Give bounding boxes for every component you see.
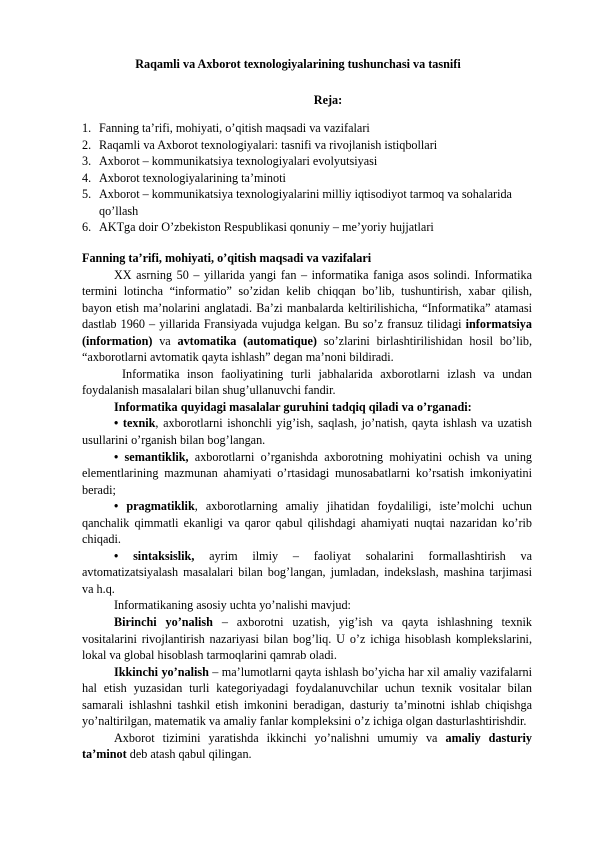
bold-term: Birinchi yo’nalish xyxy=(114,615,213,630)
bold-term: amaliy dasturiy ta’minot xyxy=(82,730,533,762)
table-of-contents xyxy=(82,120,522,236)
paragraph-text: va xyxy=(152,333,178,348)
bullet-icon: • xyxy=(114,416,119,431)
bullet-icon: • xyxy=(114,449,119,464)
paragraph-1 xyxy=(82,267,532,366)
toc-number: 5. xyxy=(82,187,92,201)
toc-text: Fanning ta’rifi, mohiyati, o’qitish maqsadi va vazifalari xyxy=(99,121,370,135)
paragraph-5 xyxy=(82,614,532,664)
bullet-item xyxy=(82,449,532,499)
bold-term: Ikkinchi yo’nalish xyxy=(114,664,209,679)
paragraph-3: Informatika quyidagi masalalar guruhini tadqiq qiladi va o’rganadi: xyxy=(114,399,472,414)
bullet-text: ayrim ilmiy – faoliyat sohalarini formallashtirish va avtomatizatsiyalash masalalari bilan bog’langan, jumladan, indekslash, mashina tarjimasi va h.q. xyxy=(82,548,532,596)
toc-number: 3. xyxy=(82,154,92,168)
bullet-term: pragmatiklik xyxy=(126,499,195,514)
paragraph-6 xyxy=(82,664,532,730)
toc-item xyxy=(82,153,522,170)
bullet-item xyxy=(82,498,532,548)
bullet-term: semantiklik, xyxy=(124,449,189,464)
plan-label xyxy=(0,93,596,108)
toc-text: AKTga doir O’zbekiston Respublikasi qonuniy – me’yoriy hujjatlari xyxy=(99,220,434,234)
paragraph-2: Informatika inson faoliyatining turli jabhalarida axborotlarni izlash va undan foydalanish masalalari bilan shug’ullanuvchi fandir. xyxy=(82,366,532,398)
bullet-text: , axborotlarning amaliy jihatidan foydaliligi, iste’molchi uchun qanchalik qimmatli ekanligi va qaror qabul qilishdagi ahamiyati nuqtai nazaridan ko’rib chiqadi. xyxy=(82,499,533,547)
paragraph-text: – axborotni uzatish, yig’ish va qayta ishlashning texnik vositalarini rivojlantirish nazariyasi bilan bog’liq. U o’z ichiga hisoblash komplekslarini, lokal va global hisoblash tarmoqlarini qamrab oladi. xyxy=(82,615,533,663)
toc-text: Axborot – kommunikatsiya texnologiyalari evolyutsiyasi xyxy=(99,154,378,168)
document-body xyxy=(82,250,532,763)
bold-term: avtomatika (automatique) xyxy=(177,333,317,348)
toc-item xyxy=(82,219,522,236)
bullet-term: sintaksislik, xyxy=(133,548,195,563)
paragraph-text: XX asrning 50 – yillarida yangi fan – informatika faniga asos solindi. Informatika termini lotincha “informatio” so’zidan kelib chiqqan bo’lib, tushuntirish, xabar qilish, bayon etish ma’nolarini anglatadi. Ba’zi manbalarda keltirilishicha, “Informatika” atamasi dastlab 1960 – yillarida Fransiyada vujudga kelgan. Bu so’z fransuz tilidagi xyxy=(82,267,532,332)
bullet-icon: • xyxy=(114,499,119,514)
toc-item xyxy=(82,186,522,219)
paragraph-text: Axborot tizimini yaratishda ikkinchi yo’nalishni umumiy va xyxy=(114,730,446,745)
page-title: Raqamli va Axborot texnologiyalarining tushunchasi va tasnifi xyxy=(135,57,461,71)
bullet-term: texnik xyxy=(122,416,156,431)
paragraph-text: so’zlarini birlashtirilishidan hosil bo’lib, “axborotlarni avtomatik qayta ishlash” degan ma’noni bildiradi. xyxy=(82,333,532,365)
toc-text: Raqamli va Axborot texnologiyalari: tasnifi va rivojlanish istiqbollari xyxy=(99,137,438,152)
toc-number: 1. xyxy=(82,121,92,135)
paragraph-text: deb atash qabul qilingan. xyxy=(126,747,252,762)
toc-item xyxy=(82,170,522,187)
bullet-item xyxy=(82,548,532,598)
paragraph-4: Informatikaning asosiy uchta yo’nalishi mavjud: xyxy=(114,598,351,613)
section-heading: Fanning ta’rifi, mohiyati, o’qitish maqsadi va vazifalari xyxy=(82,251,372,265)
toc-item xyxy=(82,120,522,137)
bullet-icon: • xyxy=(114,548,119,563)
toc-number: 6. xyxy=(82,220,92,234)
bullet-text: axborotlarni o’rganishda axborotning mohiyatini ochish va uning elementlarining mazmunan ahamiyati o’rtasidagi munosabatlarni ko’rsatish imkoniyatini beradi; xyxy=(82,449,533,497)
toc-text: Axborot – kommunikatsiya texnologiyalarini milliy iqtisodiyot tarmoq va sohalarida qo’llash xyxy=(99,187,512,218)
toc-number: 2. xyxy=(82,137,92,152)
toc-text: Axborot texnologiyalarining ta’minoti xyxy=(99,170,286,185)
bullet-item xyxy=(82,415,532,448)
paragraph-text: – ma’lumotlarni qayta ishlash bo’yicha har xil amaliy vazifalarni hal etish yuzasidan turli kategoriyadagi foydalanuvchilar uchun texnik vositalar bilan samarali ishlashni tashkil etish imkonini beradigan, dasturiy ta’minotni ishlab chiqishga yo’naltirilgan, matematik va amaliy fanlar kompleksini o’z ichiga olgan dasturlashtirishdir. xyxy=(82,664,532,729)
toc-item xyxy=(82,137,522,154)
toc-number: 4. xyxy=(82,170,92,185)
plan-label-text: Reja: xyxy=(313,93,343,107)
bullet-text: , axborotlarni ishonchli yig’ish, saqlash, jo’natish, qayta ishlash va uzatish usullarini o’rganish bilan bog’langan. xyxy=(82,416,533,448)
paragraph-7 xyxy=(82,730,532,763)
bold-term: informatsiya (information) xyxy=(82,317,532,348)
